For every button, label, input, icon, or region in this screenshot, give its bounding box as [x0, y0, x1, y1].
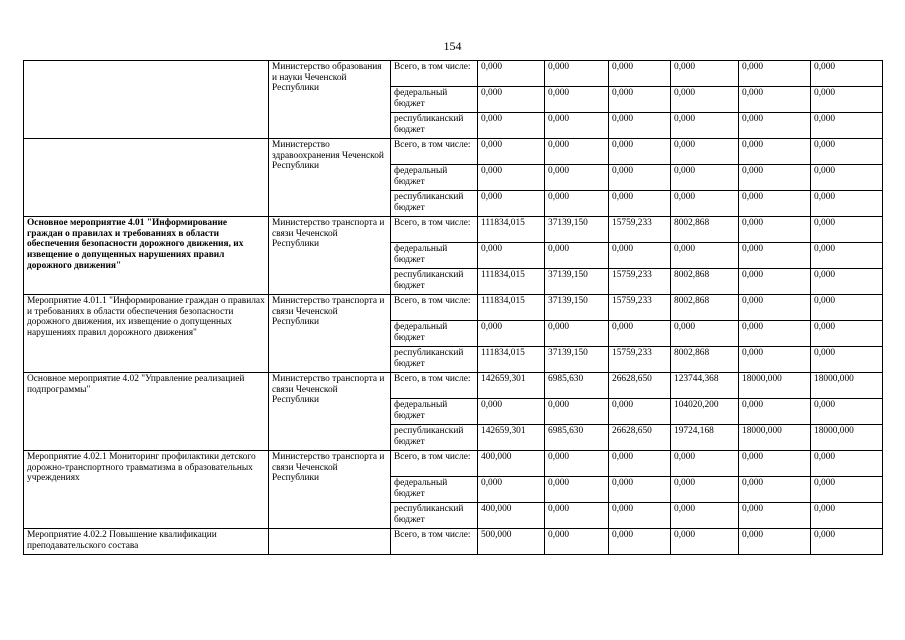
amount-cell: 0,000 [609, 243, 671, 269]
event-name-cell: Мероприятие 4.02.2 Повышение квалификации преподавательского состава [24, 529, 269, 555]
table-row [24, 217, 883, 243]
amount-cell: 8002,868 [671, 295, 739, 321]
amount-cell: 19724,168 [671, 425, 739, 451]
funding-source-cell: федеральный бюджет [391, 87, 478, 113]
amount-cell: 0,000 [739, 503, 811, 529]
amount-cell: 0,000 [811, 243, 883, 269]
amount-cell: 0,000 [671, 61, 739, 87]
amount-cell: 0,000 [609, 477, 671, 503]
executor-cell: Министерство транспорта и связи Чеченской Республики [269, 373, 391, 451]
amount-cell: 142659,301 [478, 425, 545, 451]
amount-cell: 0,000 [671, 503, 739, 529]
funding-source-cell: республиканский бюджет [391, 191, 478, 217]
amount-cell: 111834,015 [478, 269, 545, 295]
amount-cell: 0,000 [671, 477, 739, 503]
amount-cell: 0,000 [811, 295, 883, 321]
amount-cell: 0,000 [739, 243, 811, 269]
amount-cell: 0,000 [545, 451, 609, 477]
event-name-cell [24, 61, 269, 139]
funding-source-cell: Всего, в том числе: [391, 373, 478, 399]
amount-cell: 0,000 [811, 269, 883, 295]
amount-cell: 0,000 [671, 529, 739, 555]
amount-cell: 0,000 [609, 503, 671, 529]
amount-cell: 18000,000 [811, 373, 883, 399]
event-name-cell: Основное мероприятие 4.02 "Управление реализацией подпрограммы" [24, 373, 269, 451]
budget-table-body [24, 61, 883, 555]
event-name-cell [24, 139, 269, 217]
amount-cell: 0,000 [739, 295, 811, 321]
amount-cell: 0,000 [671, 191, 739, 217]
amount-cell: 15759,233 [609, 347, 671, 373]
amount-cell: 0,000 [739, 217, 811, 243]
amount-cell: 0,000 [811, 503, 883, 529]
funding-source-cell: Всего, в том числе: [391, 529, 478, 555]
amount-cell: 26628,650 [609, 373, 671, 399]
funding-source-cell: республиканский бюджет [391, 503, 478, 529]
amount-cell: 0,000 [739, 477, 811, 503]
amount-cell: 37139,150 [545, 295, 609, 321]
funding-source-cell: федеральный бюджет [391, 477, 478, 503]
table-row [24, 529, 883, 555]
amount-cell: 18000,000 [739, 373, 811, 399]
amount-cell: 111834,015 [478, 295, 545, 321]
amount-cell: 0,000 [545, 191, 609, 217]
amount-cell: 0,000 [739, 165, 811, 191]
amount-cell: 0,000 [609, 451, 671, 477]
amount-cell: 0,000 [739, 347, 811, 373]
amount-cell: 37139,150 [545, 269, 609, 295]
amount-cell: 0,000 [609, 139, 671, 165]
event-name-cell: Основное мероприятие 4.01 "Информирование граждан о правилах и требованиях в области обеспечения безопасности дорожного движения, их извещение о допущенных нарушениях правил дорожного движения" [24, 217, 269, 295]
amount-cell: 0,000 [609, 113, 671, 139]
amount-cell: 500,000 [478, 529, 545, 555]
amount-cell: 0,000 [811, 477, 883, 503]
amount-cell: 0,000 [811, 217, 883, 243]
amount-cell: 37139,150 [545, 347, 609, 373]
table-row [24, 451, 883, 477]
amount-cell: 0,000 [739, 191, 811, 217]
amount-cell: 0,000 [811, 451, 883, 477]
amount-cell: 0,000 [545, 165, 609, 191]
amount-cell: 0,000 [811, 321, 883, 347]
amount-cell: 0,000 [739, 321, 811, 347]
amount-cell: 37139,150 [545, 217, 609, 243]
amount-cell: 0,000 [545, 321, 609, 347]
funding-source-cell: Всего, в том числе: [391, 217, 478, 243]
amount-cell: 104020,200 [671, 399, 739, 425]
amount-cell: 0,000 [545, 243, 609, 269]
amount-cell: 0,000 [811, 139, 883, 165]
amount-cell: 18000,000 [739, 425, 811, 451]
executor-cell: Министерство транспорта и связи Чеченской Республики [269, 217, 391, 295]
amount-cell: 0,000 [671, 243, 739, 269]
page-number: 154 [443, 39, 462, 53]
amount-cell: 0,000 [671, 321, 739, 347]
amount-cell: 0,000 [478, 399, 545, 425]
amount-cell: 0,000 [739, 113, 811, 139]
amount-cell: 0,000 [811, 165, 883, 191]
amount-cell: 0,000 [671, 165, 739, 191]
amount-cell: 26628,650 [609, 425, 671, 451]
amount-cell: 0,000 [478, 139, 545, 165]
amount-cell: 0,000 [609, 165, 671, 191]
table-row [24, 61, 883, 87]
amount-cell: 0,000 [609, 529, 671, 555]
amount-cell: 0,000 [811, 399, 883, 425]
executor-cell: Министерство транспорта и связи Чеченской Республики [269, 295, 391, 373]
amount-cell: 0,000 [671, 451, 739, 477]
amount-cell: 0,000 [478, 477, 545, 503]
amount-cell: 0,000 [478, 243, 545, 269]
amount-cell: 0,000 [739, 451, 811, 477]
table-row [24, 373, 883, 399]
executor-cell: Министерство образования и науки Чеченской Республики [269, 61, 391, 139]
amount-cell: 0,000 [739, 139, 811, 165]
amount-cell: 15759,233 [609, 217, 671, 243]
amount-cell: 0,000 [739, 87, 811, 113]
funding-source-cell: республиканский бюджет [391, 425, 478, 451]
funding-source-cell: Всего, в том числе: [391, 451, 478, 477]
event-name-cell: Мероприятие 4.01.1 "Информирование граждан о правилах и требованиях в области обеспечения безопасности дорожного движения, их извещение о допущенных нарушениях правил дорожного движения" [24, 295, 269, 373]
amount-cell: 0,000 [811, 87, 883, 113]
funding-source-cell: Всего, в том числе: [391, 295, 478, 321]
amount-cell: 0,000 [811, 61, 883, 87]
amount-cell: 8002,868 [671, 217, 739, 243]
amount-cell: 15759,233 [609, 269, 671, 295]
amount-cell: 8002,868 [671, 347, 739, 373]
amount-cell: 0,000 [545, 61, 609, 87]
amount-cell: 15759,233 [609, 295, 671, 321]
amount-cell: 18000,000 [811, 425, 883, 451]
amount-cell: 0,000 [545, 529, 609, 555]
amount-cell: 0,000 [478, 61, 545, 87]
amount-cell: 0,000 [739, 529, 811, 555]
funding-source-cell: республиканский бюджет [391, 113, 478, 139]
amount-cell: 0,000 [811, 191, 883, 217]
executor-cell: Министерство транспорта и связи Чеченской Республики [269, 451, 391, 529]
amount-cell: 0,000 [478, 191, 545, 217]
amount-cell: 111834,015 [478, 217, 545, 243]
amount-cell: 6985,630 [545, 425, 609, 451]
funding-source-cell: Всего, в том числе: [391, 61, 478, 87]
amount-cell: 0,000 [811, 347, 883, 373]
amount-cell: 8002,868 [671, 269, 739, 295]
executor-cell: Министерство здравоохранения Чеченской Республики [269, 139, 391, 217]
amount-cell: 0,000 [545, 87, 609, 113]
budget-table [23, 60, 883, 555]
funding-source-cell: федеральный бюджет [391, 321, 478, 347]
amount-cell: 0,000 [671, 139, 739, 165]
funding-source-cell: федеральный бюджет [391, 399, 478, 425]
amount-cell: 0,000 [478, 87, 545, 113]
amount-cell: 0,000 [478, 321, 545, 347]
funding-source-cell: федеральный бюджет [391, 243, 478, 269]
amount-cell: 0,000 [545, 399, 609, 425]
funding-source-cell: республиканский бюджет [391, 347, 478, 373]
amount-cell: 400,000 [478, 503, 545, 529]
amount-cell: 111834,015 [478, 347, 545, 373]
amount-cell: 400,000 [478, 451, 545, 477]
amount-cell: 142659,301 [478, 373, 545, 399]
executor-cell [269, 529, 391, 555]
amount-cell: 0,000 [609, 191, 671, 217]
amount-cell: 0,000 [478, 165, 545, 191]
table-row [24, 295, 883, 321]
amount-cell: 123744,368 [671, 373, 739, 399]
amount-cell: 0,000 [545, 503, 609, 529]
amount-cell: 0,000 [739, 269, 811, 295]
event-name-cell: Мероприятие 4.02.1 Мониторинг профилактики детского дорожно-транспортного травматизма в образовательных учреждениях [24, 451, 269, 529]
amount-cell: 0,000 [478, 113, 545, 139]
amount-cell: 0,000 [545, 113, 609, 139]
amount-cell: 0,000 [739, 399, 811, 425]
funding-source-cell: республиканский бюджет [391, 269, 478, 295]
amount-cell: 0,000 [811, 529, 883, 555]
amount-cell: 0,000 [609, 321, 671, 347]
amount-cell: 0,000 [609, 399, 671, 425]
amount-cell: 0,000 [609, 61, 671, 87]
table-row [24, 139, 883, 165]
amount-cell: 6985,630 [545, 373, 609, 399]
amount-cell: 0,000 [545, 477, 609, 503]
amount-cell: 0,000 [671, 87, 739, 113]
amount-cell: 0,000 [811, 113, 883, 139]
funding-source-cell: Всего, в том числе: [391, 139, 478, 165]
amount-cell: 0,000 [609, 87, 671, 113]
amount-cell: 0,000 [671, 113, 739, 139]
funding-source-cell: федеральный бюджет [391, 165, 478, 191]
amount-cell: 0,000 [739, 61, 811, 87]
amount-cell: 0,000 [545, 139, 609, 165]
